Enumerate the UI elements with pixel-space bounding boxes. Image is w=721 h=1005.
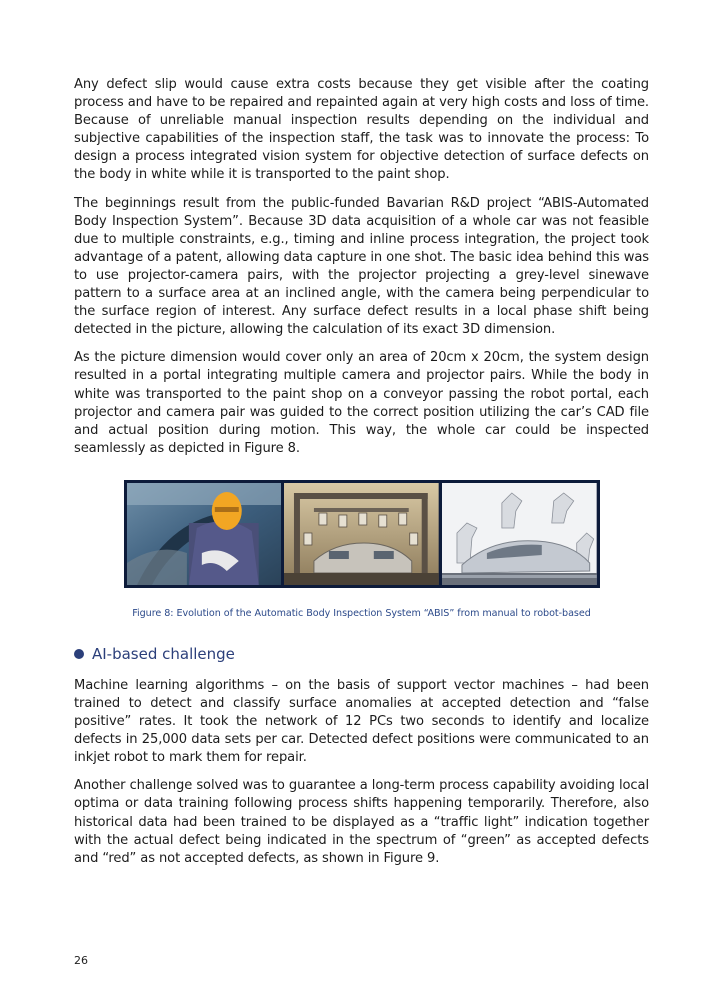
section-heading-text: AI-based challenge bbox=[92, 644, 235, 663]
paragraph-process-capability: Another challenge solved was to guarantee a long-term process capability avoiding local optima or data training following process shifts happening temporarily. Therefore, also historical data had been trained to be displayed as a “traffic light” indication together with the actual defect being indicated in the spectrum of “green” as accepted defects and “red” as not accepted defects, as shown in Figure 9. bbox=[74, 778, 649, 866]
paragraph-defect-costs: Any defect slip would cause extra costs because they get visible after the coating process and have to be repaired and repainted again at very high costs and loss of time. Because of unreliable manual inspection results depending on the individual and subjective capabilities of the inspection staff, the task was to innovate the process: To design a process integrated vision system for objective detection of surface defects on the body in white while it is transported to the paint shop. bbox=[74, 77, 649, 183]
section-heading bbox=[74, 645, 649, 663]
bullet-icon bbox=[74, 649, 84, 659]
figure-8 bbox=[74, 480, 649, 619]
paragraph-machine-learning: Machine learning algorithms – on the basis of support vector machines – had been trained to detect and classify surface anomalies at accepted detection and “false positive” rates. It took the network of 12 PCs two seconds to identify and localize defects in 25,000 data sets per car. Detected defect positions were communicated to an inkjet robot to mark them for repair. bbox=[74, 677, 649, 766]
figure-panel-manual-inspection bbox=[127, 483, 282, 585]
figure-panel-robot-based bbox=[442, 483, 597, 585]
paragraph-portal-design: As the picture dimension would cover only an area of 20cm x 20cm, the system design resulted in a portal integrating multiple camera and projector pairs. While the body in white was transported to the paint shop on a conveyor passing the robot portal, each projector and camera pair was guided to the correct position utilizing the car’s CAD file and actual position during motion. This way, the whole car could be inspected seamlessly as depicted in Figure 8. bbox=[74, 350, 649, 456]
page-number: 26 bbox=[74, 954, 88, 967]
section-body bbox=[74, 677, 649, 868]
paragraph-abis-beginnings: The beginnings result from the public-funded Bavarian R&D project “ABIS-Automated Body Inspection System”. Because 3D data acquisition of a whole car was not feasible due to multiple constraints, e.g., timing and inline process integration, the project took advantage of a patent, allowing data capture in one shot. The basic idea behind this was to use projector-camera pairs, with the projector projecting a grey-level sinewave pattern to a surface area at an inclined angle, with the camera being perpendicular to the surface region of interest. Any surface defect results in a local phase shift being detected in the picture, allowing the calculation of its exact 3D dimension. bbox=[74, 195, 649, 338]
figure-panel-portal-system bbox=[284, 483, 439, 585]
page-content bbox=[74, 76, 649, 878]
figure-caption: Figure 8: Evolution of the Automatic Body Inspection System “ABIS” from manual to robot-based bbox=[132, 607, 591, 619]
figure-image-strip bbox=[124, 480, 600, 588]
